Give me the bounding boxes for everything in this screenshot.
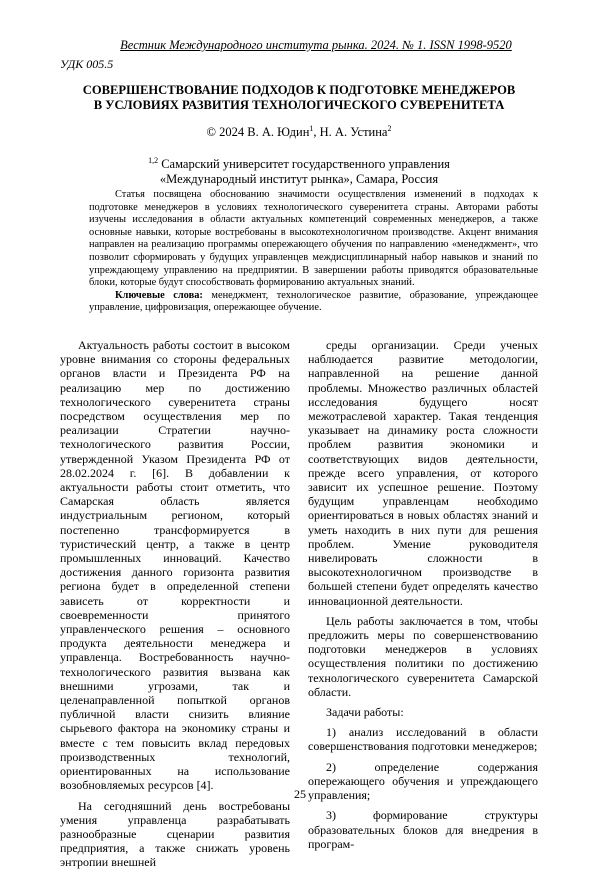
- author-sup-1: 1: [309, 124, 314, 133]
- authors: [60, 124, 538, 140]
- affiliation-line-2: «Международный институт рынка», Самара, Россия: [159, 172, 439, 187]
- authors-separator: , Н. А. Устина: [313, 125, 388, 140]
- article-title: [60, 83, 538, 113]
- list-item: 1) анализ исследований в области совершенствования подготовки менеджеров;: [308, 725, 538, 754]
- right-column: [308, 338, 538, 857]
- title-line: СОВЕРШЕНСТВОВАНИЕ ПОДХОДОВ К ПОДГОТОВКЕ МЕНЕДЖЕРОВ: [82, 83, 516, 97]
- authors-prefix: © 2024 В. А. Юдин: [206, 125, 310, 140]
- keywords-label: Ключевые слова:: [115, 289, 203, 301]
- page-number: 25: [294, 787, 306, 801]
- paragraph: среды организации. Среди ученых наблюдается развитие методологии, направленной на решение данной проблемы. Множество различных областей исследования будущего носят межотраслевой характер. Такая тенденция указывает на динамику роста сложности проблем развития экономики и соответствующих видов деятельности, прежде всего управления, от которого зависит их успешное решение. Поэтому будущим управленцам необходимо ориентироваться в новых областях знаний и уметь находить в них пути для решения проблем. Умение руководителя нивелировать сложности в высокотехнологичном производстве в большей степени будет определять качество инновационной деятельности.: [308, 338, 538, 608]
- paragraph: Цель работы заключается в том, чтобы предложить меры по совершенствованию подготовки менеджеров в условиях осуществления политики по достижению технологического суверенитета Самарской области.: [308, 613, 538, 699]
- keywords: [89, 290, 538, 315]
- paragraph: Задачи работы:: [326, 705, 404, 720]
- title-line: В УСЛОВИЯХ РАЗВИТИЯ ТЕХНОЛОГИЧЕСКОГО СУВЕРЕНИТЕТА: [93, 98, 505, 112]
- paragraph: На сегодняшний день востребованы умения управленца разрабатывать разнообразные сценарии развития предприятия, а также снижать уровень энтропии внешней: [60, 798, 290, 870]
- affiliation-line-1: Самарский университет государственного управления: [158, 157, 450, 172]
- paragraph: Актуальность работы состоит в высоком уровне внимания со стороны федеральных органов власти и Президента РФ на реализацию мер по достижению технологического суверенитета страны посредством осуществления мер по реализации Стратегии научно-технологического развития России, утвержденной Указом Президента РФ от 28.02.2024 г. [6]. В добавлении к актуальности работы стоит отметить, что Самарская область является индустриальным регионом, который постепенно трансформируется в туристический центр, а также в центр промышленных инноваций. Качество достижения данного горизонта развития региона будет в определенной степени зависеть от корректности и своевременности принятого управленческого решения – основного продукта деятельности менеджера и управленца. Востребованность научно-технологического развития вызвана как внешними угрозами, так и целенаправленной попыткой органов публичной власти снизить влияние сырьевого фактора на экономику страны и вместе с тем повысить вклад передовых производственных технологий, ориентированных на использование возобновляемых ресурсов [4].: [60, 338, 290, 793]
- abstract-text: Статья посвящена обоснованию значимости осуществления изменений в подходах к подготовке менеджеров в условиях технологического суверенитета страны. Авторами работы изучены исследования в области актуальных компетенций современных менеджеров, а также основные навыки, которые востребованы в высокотехнологичном производстве. Акцент внимания направлен на реализацию программы опережающего обучения по направлению «менеджмент», что позволит сформировать у будущих управленцев междисциплинарный набор навыков и знаний по упреждающему управлению на предприятии. В завершении работы приводятся образовательные блоки, которые будут способствовать формированию актуальных знаний.: [89, 189, 538, 289]
- affiliation: [60, 153, 538, 187]
- udk-code: УДК 005.5: [60, 57, 114, 71]
- journal-header: Вестник Международного института рынка. 2024. № 1. ISSN 1998-9520: [120, 38, 512, 52]
- abstract: [89, 189, 538, 315]
- list-item: 3) формирование структуры образовательных блоков для внедрения в програм-: [308, 808, 538, 851]
- keywords-text: менеджмент, технологическое развитие, образование, упреждающее управление, цифровизация, опережающее обучение.: [89, 289, 538, 314]
- affiliation-sup: 1,2: [148, 156, 159, 165]
- list-item: 2) определение содержания опережающего обучения и упреждающего управления;: [308, 759, 538, 803]
- author-sup-2: 2: [387, 124, 392, 133]
